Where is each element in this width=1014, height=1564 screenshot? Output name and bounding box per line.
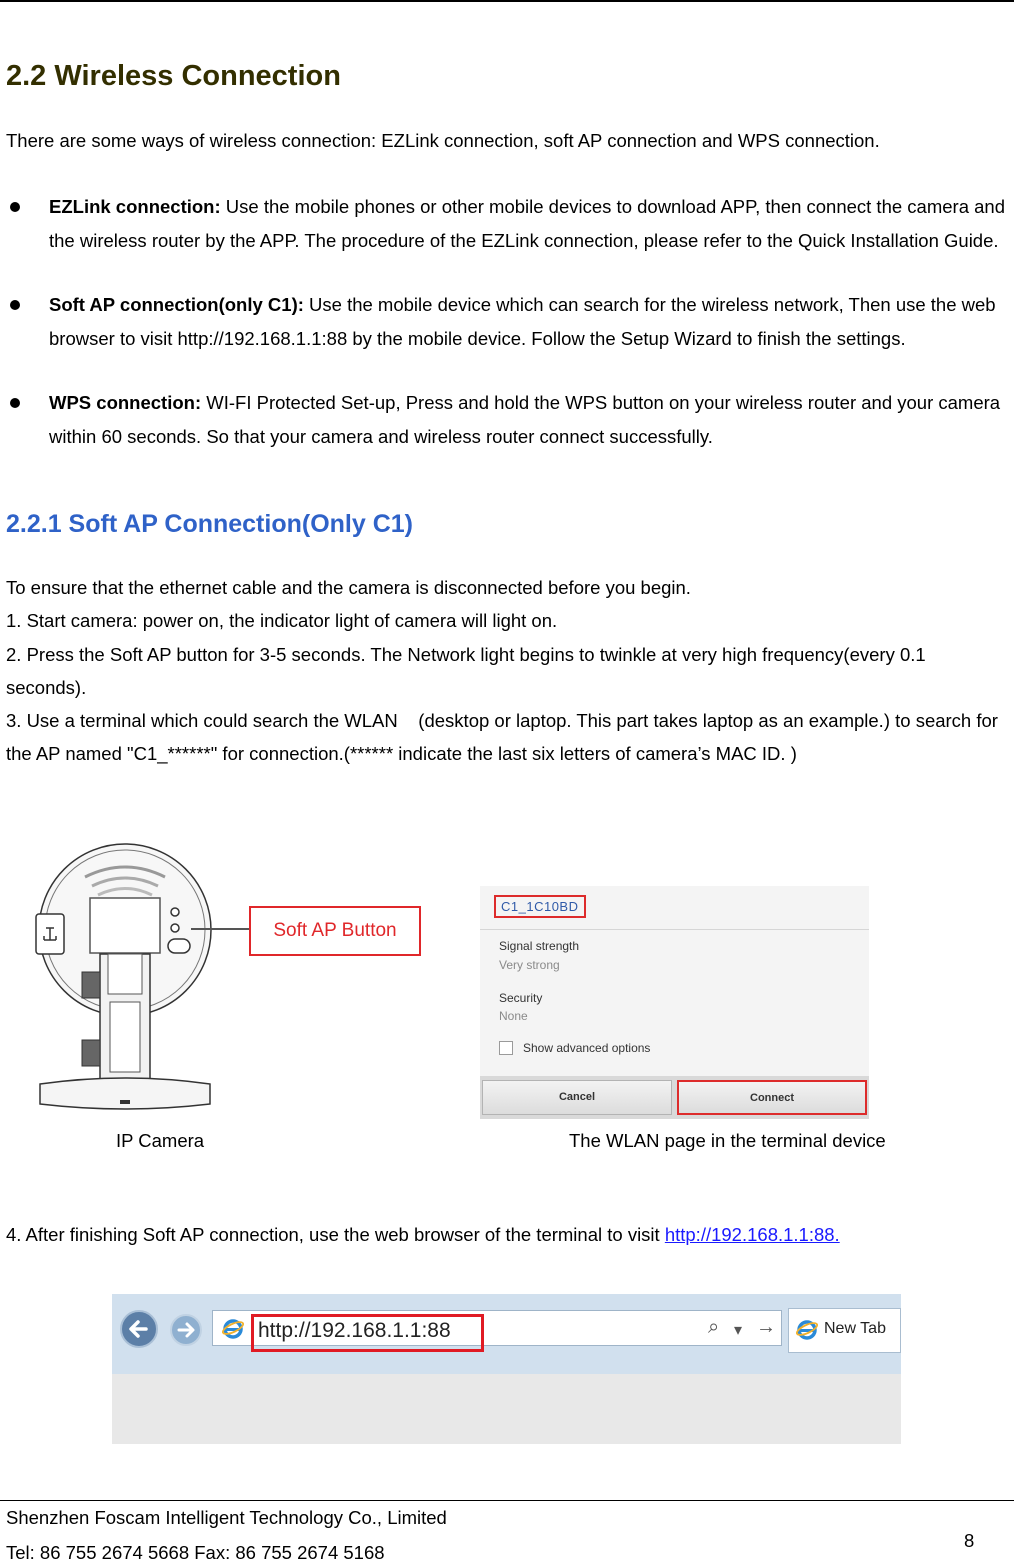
bullet-label: EZLink connection: <box>49 196 221 217</box>
step-3: 3. Use a terminal which could search the WLAN (desktop or laptop. This part takes laptop as an example.) to search for the AP named "C1_******" for connection.(****** indicate the last six letters of camera’s MAC ID. ) <box>6 710 998 765</box>
new-tab-label: New Tab <box>824 1320 886 1337</box>
bullet-ezlink <box>6 190 1010 257</box>
step-4 <box>6 1224 840 1246</box>
ip-camera-illustration <box>30 842 220 1114</box>
section-title: 2.2 Wireless Connection <box>6 60 341 92</box>
step-intro: To ensure that the ethernet cable and the camera is disconnected before you begin. <box>6 577 691 598</box>
browser-toolbar <box>112 1294 901 1374</box>
bullet-text: Use the mobile device which can search for the wireless network, Then use the web browser to visit http://192.168.1.1:88 by the mobile device. Follow the Setup Wizard to finish the settings. <box>49 294 996 349</box>
wlan-ssid: C1_1C10BD <box>494 895 586 918</box>
wlan-dialog-header <box>480 886 869 930</box>
arrow-right-icon <box>172 1316 200 1344</box>
bullet-label: WPS connection: <box>49 392 202 413</box>
security-label: Security <box>499 991 543 1005</box>
bullet-dot-icon <box>10 202 20 212</box>
soft-ap-leader-line <box>191 928 249 930</box>
connect-button[interactable]: Connect <box>677 1080 867 1115</box>
steps-list <box>6 571 1010 771</box>
footer-contact: Tel: 86 755 2674 5668 Fax: 86 755 2674 5168 <box>6 1542 385 1563</box>
step-2: 2. Press the Soft AP button for 3-5 seconds. The Network light begins to twinkle at very high frequency(every 0.1 seconds). <box>6 643 926 698</box>
back-button[interactable] <box>120 1310 158 1348</box>
subsection-title: 2.2.1 Soft AP Connection(Only C1) <box>6 510 413 538</box>
ie-logo-icon <box>796 1318 818 1340</box>
bullet-dot-icon <box>10 398 20 408</box>
forward-button[interactable] <box>170 1314 202 1346</box>
security-value: None <box>499 1009 528 1023</box>
browser-screenshot <box>112 1294 901 1444</box>
wlan-dialog <box>480 886 869 1119</box>
bullet-wps <box>6 386 1010 453</box>
go-arrow-icon[interactable]: → <box>756 1316 776 1338</box>
signal-strength-label: Signal strength <box>499 939 580 953</box>
wlan-button-bar <box>480 1076 869 1119</box>
bullet-text: WI-FI Protected Set-up, Press and hold the WPS button on your wireless router and your camera within 60 seconds. So that your camera and wireless router connect successfully. <box>49 392 1001 447</box>
footer-company: Shenzhen Foscam Intelligent Technology Co., Limited <box>6 1507 447 1528</box>
bullet-soft-ap <box>6 288 1010 355</box>
step-4-text: 4. After finishing Soft AP connection, use the web browser of the terminal to visit <box>6 1224 665 1245</box>
arrow-left-icon <box>122 1312 156 1346</box>
bullet-text: Use the mobile phones or other mobile devices to download APP, then connect the camera and the wireless router by the APP. The procedure of the EZLink connection, please refer to the Quick Installation Guide. <box>49 196 1005 251</box>
cancel-button[interactable]: Cancel <box>482 1080 672 1115</box>
advanced-options-checkbox[interactable] <box>499 1041 513 1055</box>
page-number: 8 <box>964 1530 975 1551</box>
top-rule <box>0 0 1014 2</box>
soft-ap-button-callout: Soft AP Button <box>249 906 421 956</box>
ie-logo-icon <box>222 1317 244 1339</box>
bullet-label: Soft AP connection(only C1): <box>49 294 304 315</box>
camera-caption: IP Camera <box>116 1130 205 1151</box>
footer-rule <box>0 1500 1014 1501</box>
signal-strength-value: Very strong <box>499 958 560 972</box>
search-icon[interactable]: ⌕ <box>708 1316 720 1338</box>
wlan-caption: The WLAN page in the terminal device <box>569 1130 886 1151</box>
bullet-dot-icon <box>10 300 20 310</box>
advanced-options-label: Show advanced options <box>523 1041 651 1055</box>
dropdown-icon[interactable]: ▾ <box>734 1322 743 1339</box>
address-url: http://192.168.1.1:88 <box>258 1319 451 1342</box>
setup-url-link[interactable]: http://192.168.1.1:88. <box>664 1224 840 1245</box>
step-1: 1. Start camera: power on, the indicator light of camera will light on. <box>6 610 558 632</box>
intro-paragraph: There are some ways of wireless connection: EZLink connection, soft AP connection and WPS connection. <box>6 130 880 151</box>
